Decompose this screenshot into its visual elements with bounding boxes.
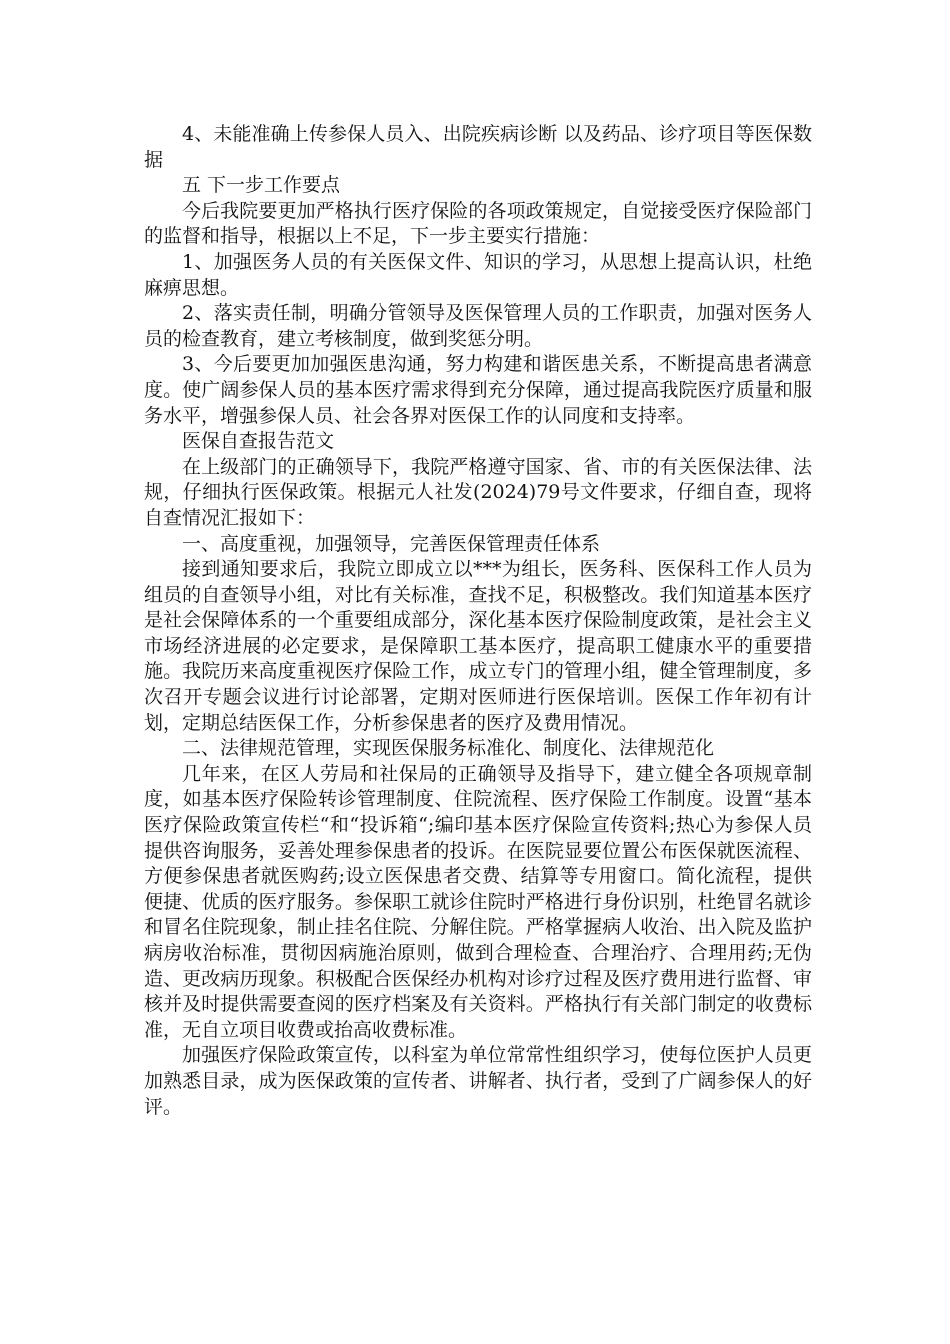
document-body xyxy=(144,122,812,1120)
paragraph-report-intro: 在上级部门的正确领导下，我院严格遵守国家、省、市的有关医保法律、法规，仔细执行医保政策。根据元人社发(2024)79号文件要求，仔细自查，现将自查情况汇报如下： xyxy=(144,455,812,529)
paragraph-measure-1: 1、加强医务人员的有关医保文件、知识的学习，从思想上提高认识，杜绝麻痹思想。 xyxy=(144,250,812,299)
paragraph-section-2: 几年来，在区人劳局和社保局的正确领导及指导下，建立健全各项规章制度，如基本医疗保险转诊管理制度、住院流程、医疗保险工作制度。设置“基本医疗保险政策宣传栏“和“投诉箱“;编印基本医疗保险宣传资料;热心为参保人员提供咨询服务，妥善处理参保患者的投诉。在医院显要位置公布医保就医流程、方便参保患者就医购药;设立医保患者交费、结算等专用窗口。简化流程，提供便捷、优质的医疗服务。参保职工就诊住院时严格进行身份识别，杜绝冒名就诊和冒名住院现象，制止挂名住院、分解住院。严格掌握病人收治、出入院及监护病房收治标准，贯彻因病施治原则，做到合理检查、合理治疗、合理用药;无伪造、更改病历现象。积极配合医保经办机构对诊疗过程及医疗费用进行监督、审核并及时提供需要查阅的医疗档案及有关资料。严格执行有关部门制定的收费标准，无自立项目收费或抬高收费标准。 xyxy=(144,762,812,1041)
section-heading-1: 一、高度重视，加强领导，完善医保管理责任体系 xyxy=(182,532,601,555)
paragraph-item-4: 4、未能准确上传参保人员入、出院疾病诊断 以及药品、诊疗项目等医保数据 xyxy=(144,123,812,171)
section-heading-2: 二、法律规范管理，实现医保服务标准化、制度化、法律规范化 xyxy=(182,737,715,760)
paragraph-intro-measures: 今后我院要更加严格执行医疗保险的各项政策规定，自觉接受医疗保险部门的监督和指导，根据以上不足，下一步主要实行措施： xyxy=(144,199,812,248)
report-sample-title: 医保自查报告范文 xyxy=(182,430,335,453)
section-heading-next-steps: 五 下一步工作要点 xyxy=(182,174,341,197)
paragraph-measure-3: 3、今后要更加加强医患沟通，努力构建和谐医患关系，不断提高患者满意度。使广阔参保人员的基本医疗需求得到充分保障，通过提高我院医疗质量和服务水平，增强参保人员、社会各界对医保工作的认同度和支持率。 xyxy=(144,353,812,427)
paragraph-section-1: 接到通知要求后，我院立即成立以***为组长，医务科、医保科工作人员为组员的自查领导小组，对比有关标准，查找不足，积极整改。我们知道基本医疗是社会保障体系的一个重要组成部分，深化基本医疗保险制度政策，是社会主义市场经济进展的必定要求，是保障职工基本医疗，提高职工健康水平的重要措施。我院历来高度重视医疗保险工作，成立专门的管理小组，健全管理制度，多次召开专题会议进行讨论部署，定期对医师进行医保培训。医保工作年初有计划，定期总结医保工作，分析参保患者的医疗及费用情况。 xyxy=(144,558,812,734)
paragraph-measure-2: 2、落实责任制，明确分管领导及医保管理人员的工作职责，加强对医务人员的检查教育，建立考核制度，做到奖惩分明。 xyxy=(144,302,812,350)
paragraph-policy-promotion: 加强医疗保险政策宣传，以科室为单位常常性组织学习，使每位医护人员更加熟悉目录，成为医保政策的宣传者、讲解者、执行者，受到了广阔参保人的好评。 xyxy=(144,1044,812,1118)
